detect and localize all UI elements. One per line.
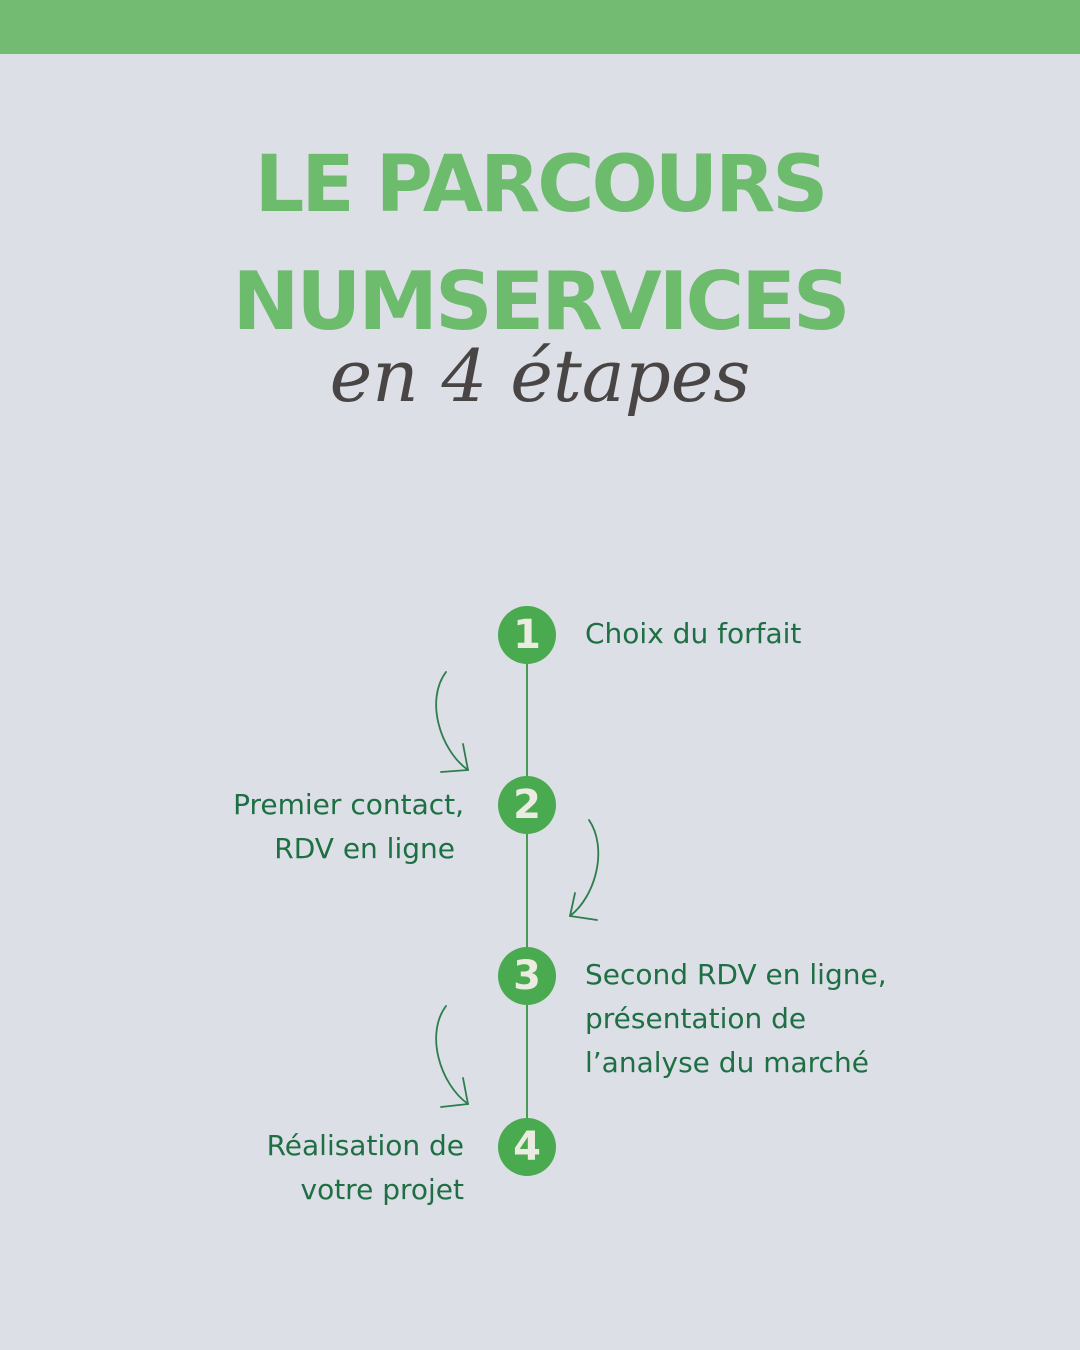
title-line-1: LE PARCOURS (254, 140, 826, 230)
step-1-line-1: Choix du forfait (585, 617, 802, 650)
step-2-line-2: RDV en ligne (274, 832, 455, 865)
subtitle: en 4 étapes (329, 334, 751, 418)
step-4-text (267, 1124, 464, 1212)
curved-arrow-icon (0, 0, 1, 1)
timeline-line (526, 634, 528, 1148)
step-2-badge: 2 (498, 776, 556, 834)
step-3-line-1: Second RDV en ligne, (585, 958, 887, 991)
step-2-line-1: Premier contact, (233, 788, 464, 821)
step-3-line-2: présentation de (585, 1002, 807, 1035)
top-banner (0, 0, 1080, 54)
step-4-badge: 4 (498, 1118, 556, 1176)
step-1-text (585, 612, 801, 656)
step-1-badge: 1 (498, 606, 556, 664)
step-3-text (585, 953, 887, 1085)
step-2-text (233, 783, 464, 871)
step-3-line-3: l’analyse du marché (585, 1046, 869, 1079)
step-3-badge: 3 (498, 947, 556, 1005)
title-line-2: NUMSERVICES (232, 255, 848, 348)
step-4-line-2: votre projet (300, 1173, 464, 1206)
step-4-line-1: Réalisation de (266, 1129, 464, 1162)
